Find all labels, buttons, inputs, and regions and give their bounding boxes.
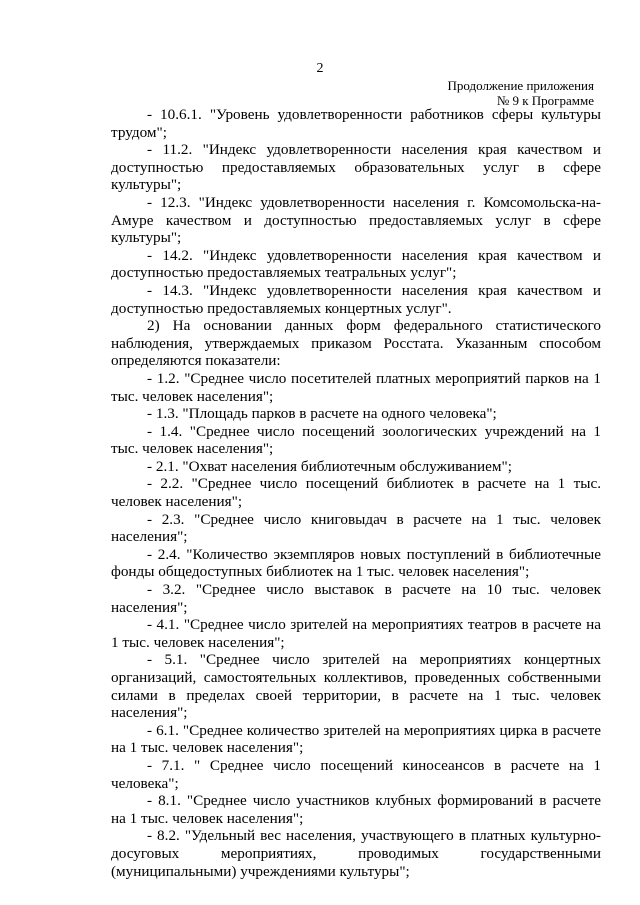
paragraph: - 8.2. "Удельный вес населения, участвующего в платных культурно-досуговых мероприятиях, проводимых государственными (муниципальными) учреждениями культуры"; bbox=[111, 827, 601, 880]
paragraph: - 6.1. "Среднее количество зрителей на мероприятиях цирка в расчете на 1 тыс. человек населения"; bbox=[111, 721, 601, 757]
paragraph: - 1.2. "Среднее число посетителей платных мероприятий парков на 1 тыс. человек населения"; bbox=[111, 369, 601, 405]
paragraph: - 12.3. "Индекс удовлетворенности населения г. Комсомольска-на-Амуре качеством и доступностью предоставляемых услуг в сфере культуры"; bbox=[111, 193, 601, 247]
paragraph: 2) На основании данных форм федерального статистического наблюдения, утверждаемых приказом Росстата. Указанным способом определяются показатели: bbox=[111, 317, 601, 370]
paragraph: - 3.2. "Среднее число выставок в расчете на 10 тыс. человек населения"; bbox=[111, 581, 601, 616]
appendix-header bbox=[447, 78, 594, 108]
paragraph: - 2.3. "Среднее число книговыдач в расчете на 1 тыс. человек населения"; bbox=[111, 510, 601, 546]
paragraph: - 10.6.1. "Уровень удовлетворенности работников сферы культуры трудом"; bbox=[111, 106, 601, 141]
paragraph: - 8.1. "Среднее число участников клубных формирований в расчете на 1 тыс. человек населения"; bbox=[111, 792, 601, 827]
paragraph: - 11.2. "Индекс удовлетворенности населения края качеством и доступностью предоставляемых образовательных услуг в сфере культуры"; bbox=[111, 141, 601, 194]
appendix-line-2: № 9 к Программе bbox=[496, 93, 594, 108]
paragraph: - 1.3. "Площадь парков в расчете на одного человека"; bbox=[147, 405, 497, 423]
paragraph: - 14.2. "Индекс удовлетворенности населения края качеством и доступностью предоставляемых театральных услуг"; bbox=[111, 246, 601, 282]
paragraph: - 14.3. "Индекс удовлетворенности населения края качеством и доступностью предоставляемых концертных услуг". bbox=[111, 281, 601, 317]
paragraph: - 1.4. "Среднее число посещений зоологических учреждений на 1 тыс. человек населения"; bbox=[111, 422, 601, 458]
appendix-line-1: Продолжение приложения bbox=[447, 78, 594, 93]
paragraph: - 5.1. "Среднее число зрителей на мероприятиях концертных организаций, самостоятельных коллективов, проведенных собственными силами в пределах своей территории, в расчете на 1 тыс. человек населения"; bbox=[111, 651, 601, 722]
paragraph: - 2.1. "Охват населения библиотечным обслуживанием"; bbox=[147, 457, 512, 475]
paragraph: - 2.2. "Среднее число посещений библиотек в расчете на 1 тыс. человек населения"; bbox=[111, 475, 601, 511]
paragraph: - 2.4. "Количество экземпляров новых поступлений в библиотечные фонды общедоступных библиотек на 1 тыс. человек населения"; bbox=[111, 545, 601, 581]
page-number: 2 bbox=[316, 61, 324, 76]
paragraph: - 7.1. " Среднее число посещений киносеансов в расчете на 1 человека"; bbox=[111, 756, 601, 792]
document-body bbox=[111, 106, 601, 880]
paragraph: - 4.1. "Среднее число зрителей на мероприятиях театров в расчете на 1 тыс. человек населения"; bbox=[111, 616, 601, 651]
